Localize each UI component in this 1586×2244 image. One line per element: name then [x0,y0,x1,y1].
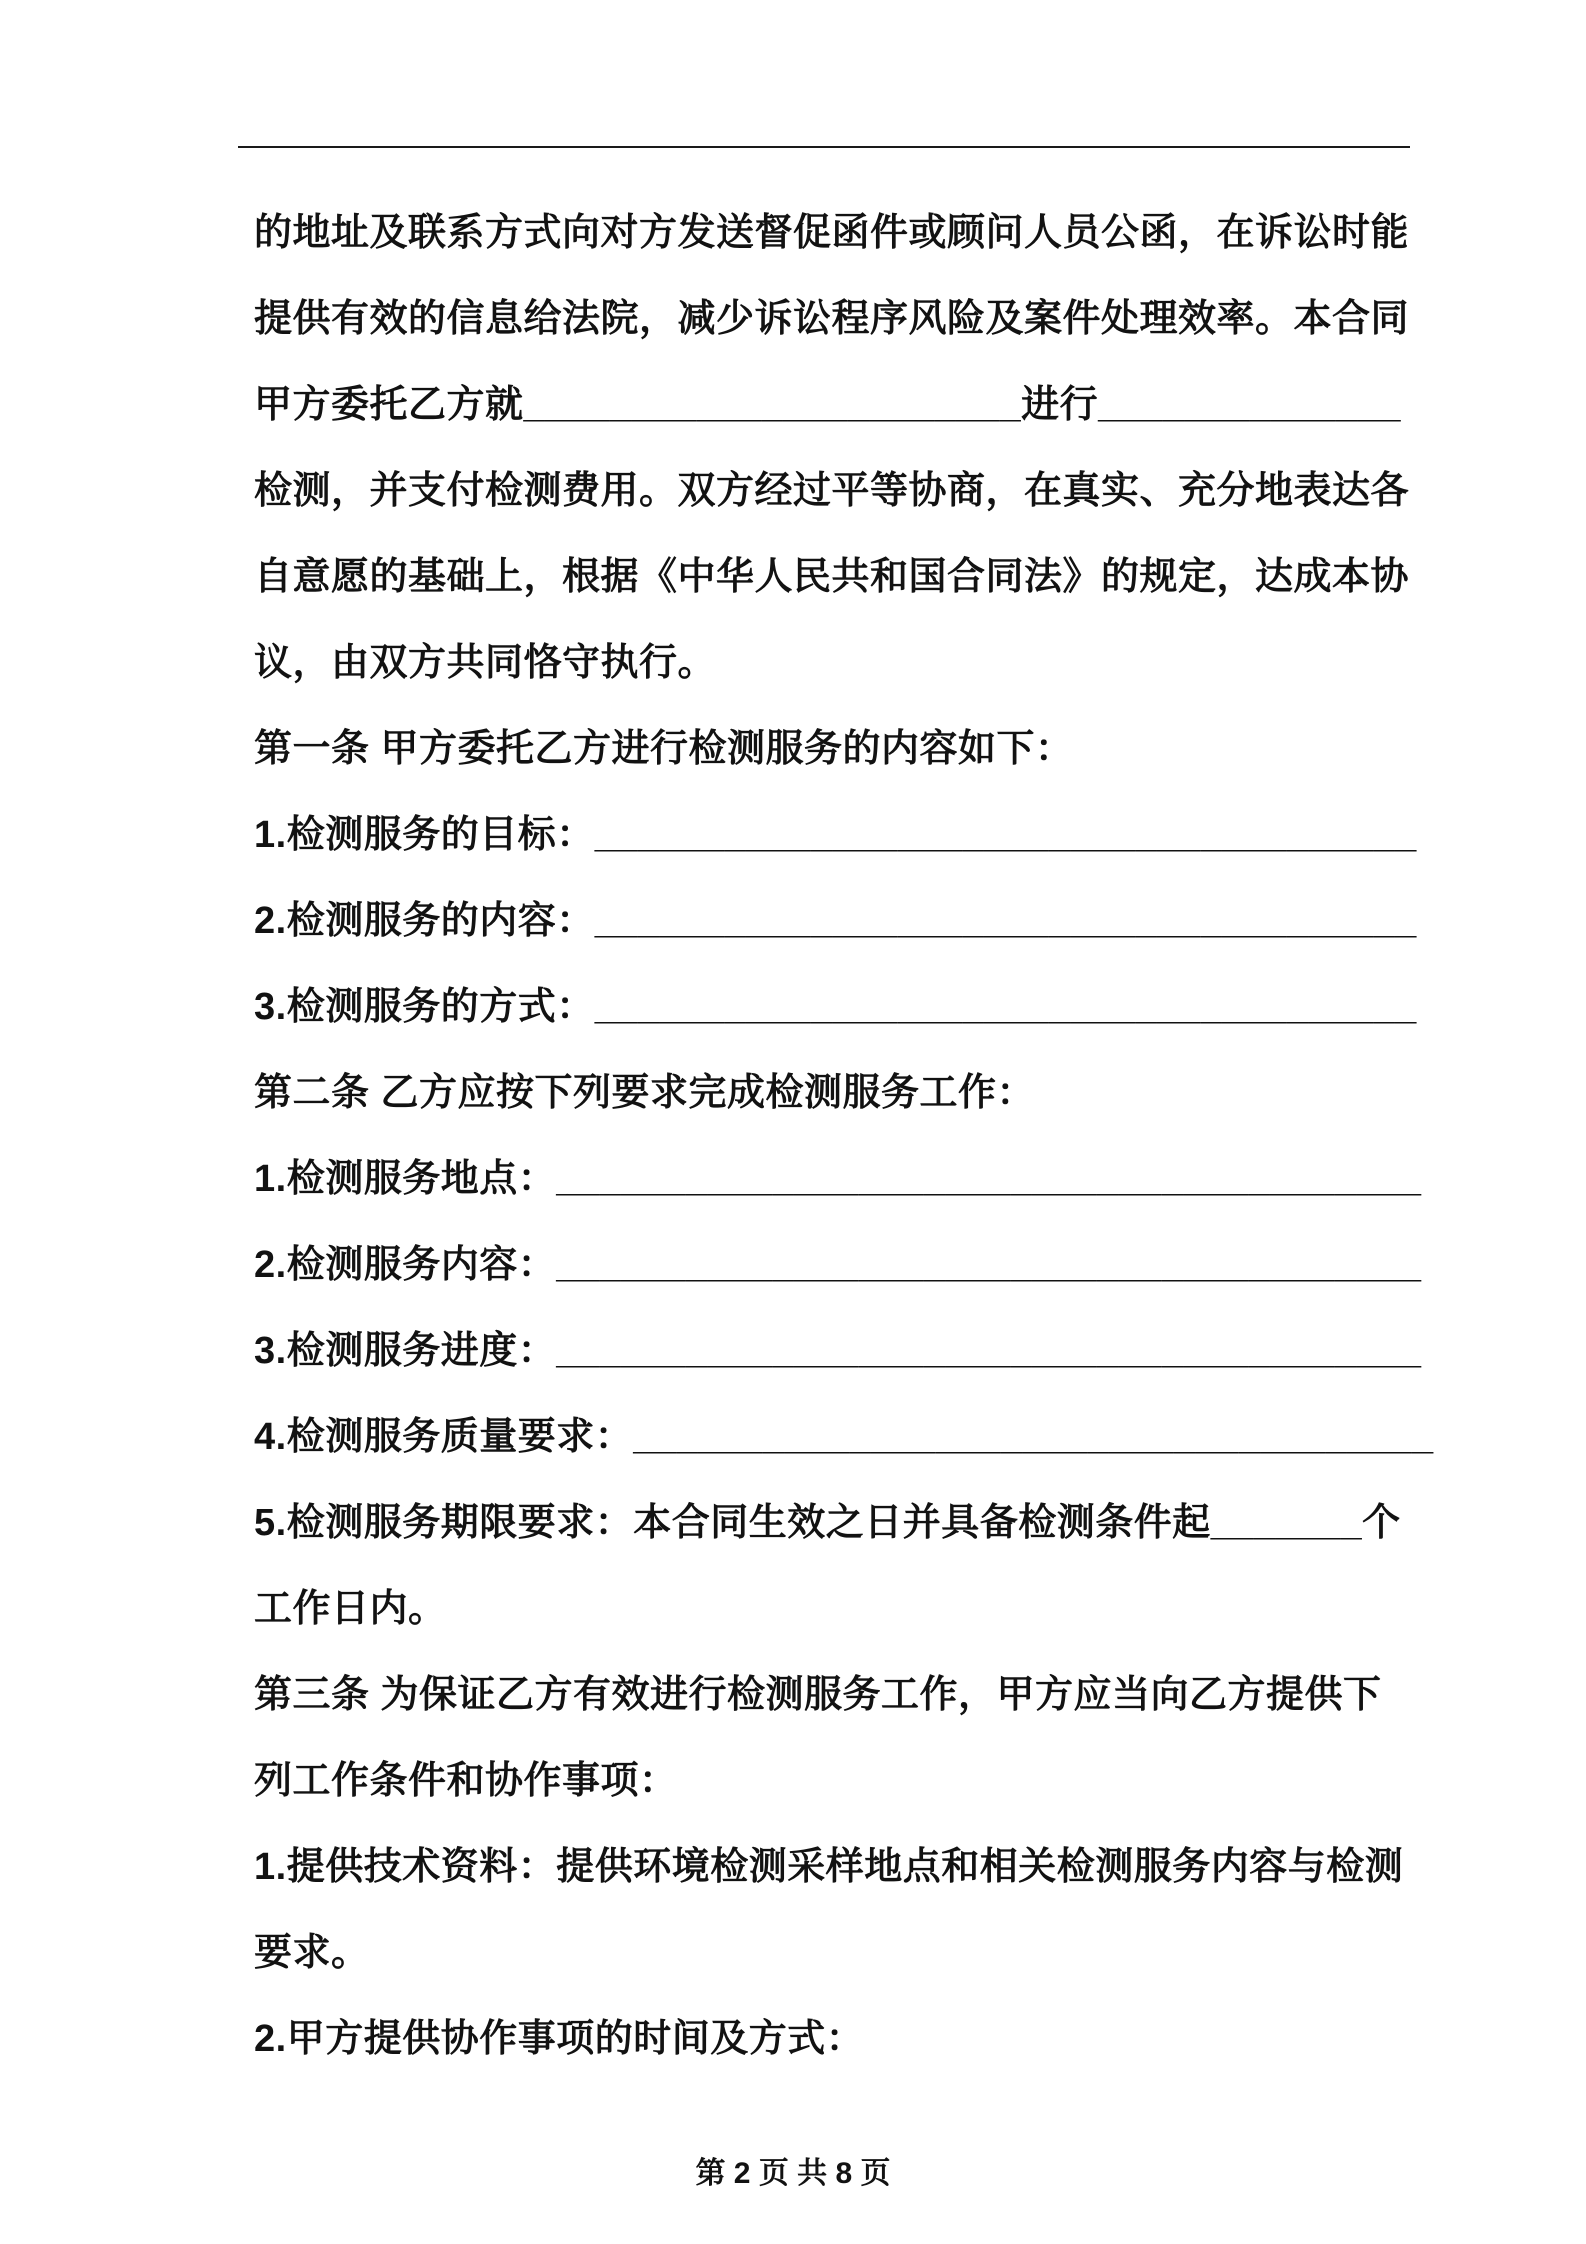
item-target-line: 1.检测服务的目标：______________________________________ [254,814,1417,856]
item-materials-line: 1.提供技术资料：提供环境检测采样地点和相关检测服务内容与检测 [254,1846,1404,1888]
paragraph-line: 工作日内。 [254,1588,447,1630]
clause-1-heading: 第一条 甲方委托乙方进行检测服务的内容如下： [254,728,1074,770]
item-progress-line: 3.检测服务进度：________________________________________ [254,1330,1422,1372]
clause-3-heading: 第三条 为保证乙方有效进行检测服务工作，甲方应当向乙方提供下 [254,1674,1382,1716]
paragraph-line: 议，由双方共同恪守执行。 [254,642,717,684]
blank-fill-line: 甲方委托乙方就_______________________进行______________ [254,384,1401,426]
clause-2-heading: 第二条 乙方应按下列要求完成检测服务工作： [254,1072,1036,1114]
page-footer: 第 2 页 共 8 页 [695,2157,891,2190]
paragraph-line: 提供有效的信息给法院，减少诉讼程序风险及案件处理效率。本合同 [254,298,1410,340]
item-content-line: 2.检测服务内容：________________________________________ [254,1244,1422,1286]
paragraph-line: 自意愿的基础上，根据《中华人民共和国合同法》的规定，达成本协 [254,556,1410,598]
paragraph-line: 检测，并支付检测费用。双方经过平等协商，在真实、充分地表达各 [254,470,1410,512]
item-content-line: 2.检测服务的内容：______________________________________ [254,900,1417,942]
paragraph-line: 要求。 [254,1932,370,1974]
paragraph-line: 列工作条件和协作事项： [254,1760,678,1802]
document-body [254,190,1434,2082]
paragraph-line: 的地址及联系方式向对方发送督促函件或顾问人员公函，在诉讼时能 [254,212,1410,254]
header-rule [238,146,1410,148]
item-deadline-line: 5.检测服务期限要求：本合同生效之日并具备检测条件起_______个 [254,1502,1401,1544]
item-location-line: 1.检测服务地点：________________________________________ [254,1158,1422,1200]
item-quality-line: 4.检测服务质量要求：_____________________________________ [254,1416,1434,1458]
item-cooperation-line: 2.甲方提供协作事项的时间及方式： [254,2018,865,2060]
item-method-line: 3.检测服务的方式：______________________________________ [254,986,1417,1028]
